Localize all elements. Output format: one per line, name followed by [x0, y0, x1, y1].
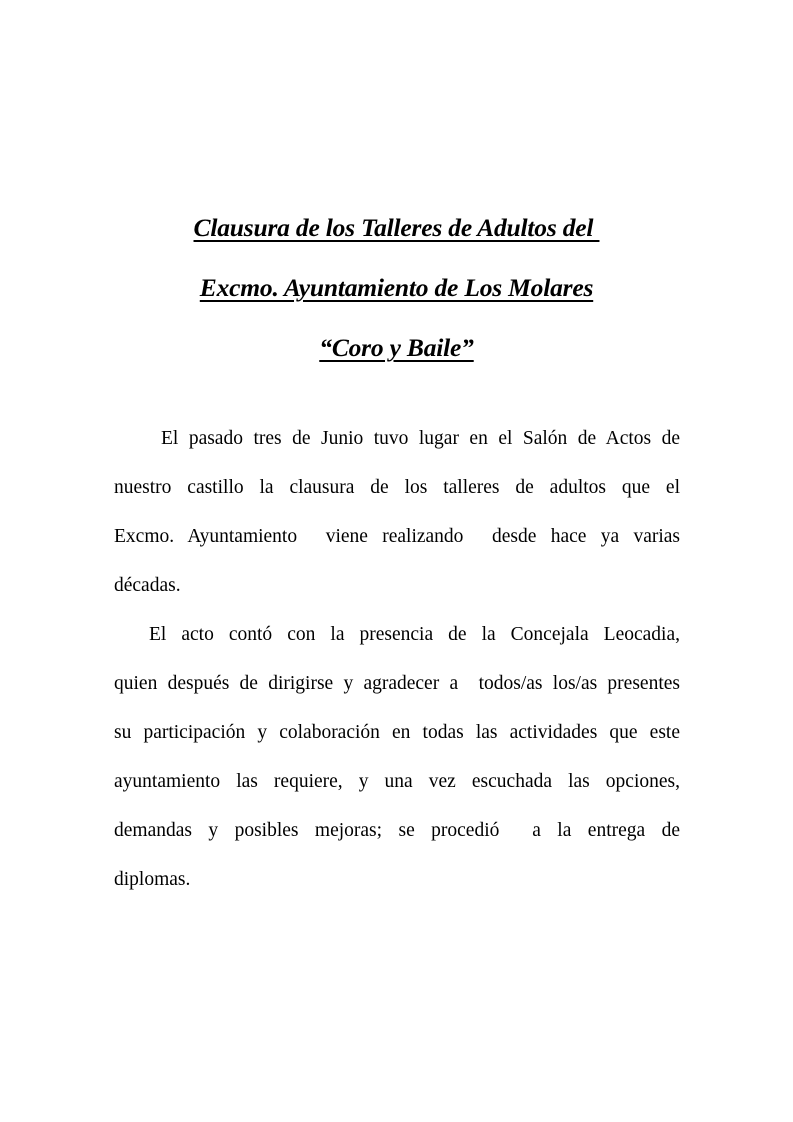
paragraph-1 — [114, 414, 680, 610]
paragraph-line: Excmo. Ayuntamiento viene realizando desde hace ya varias — [114, 526, 680, 547]
paragraph-line: nuestro castillo la clausura de los talleres de adultos que el — [114, 477, 680, 498]
document-title — [0, 198, 793, 378]
title-line-1: Clausura de los Talleres de Adultos del — [193, 213, 600, 242]
title-line-2: Excmo. Ayuntamiento de Los Molares — [199, 273, 594, 302]
paragraph-line: El pasado tres de Junio tuvo lugar en el Salón de Actos de — [161, 428, 680, 449]
paragraph-line: diplomas. — [114, 869, 191, 890]
paragraph-line: quien después de dirigirse y agradecer a todos/as los/as presentes — [114, 673, 680, 694]
paragraph-line: décadas. — [114, 575, 181, 596]
paragraph-2 — [114, 610, 680, 904]
title-line-3: “Coro y Baile” — [319, 333, 474, 362]
paragraph-line: demandas y posibles mejoras; se procedió a la entrega de — [114, 820, 680, 841]
paragraph-line: ayuntamiento las requiere, y una vez escuchada las opciones, — [114, 771, 680, 792]
document-body — [114, 414, 680, 904]
paragraph-line: El acto contó con la presencia de la Concejala Leocadia, — [149, 624, 680, 645]
paragraph-line: su participación y colaboración en todas las actividades que este — [114, 722, 680, 743]
